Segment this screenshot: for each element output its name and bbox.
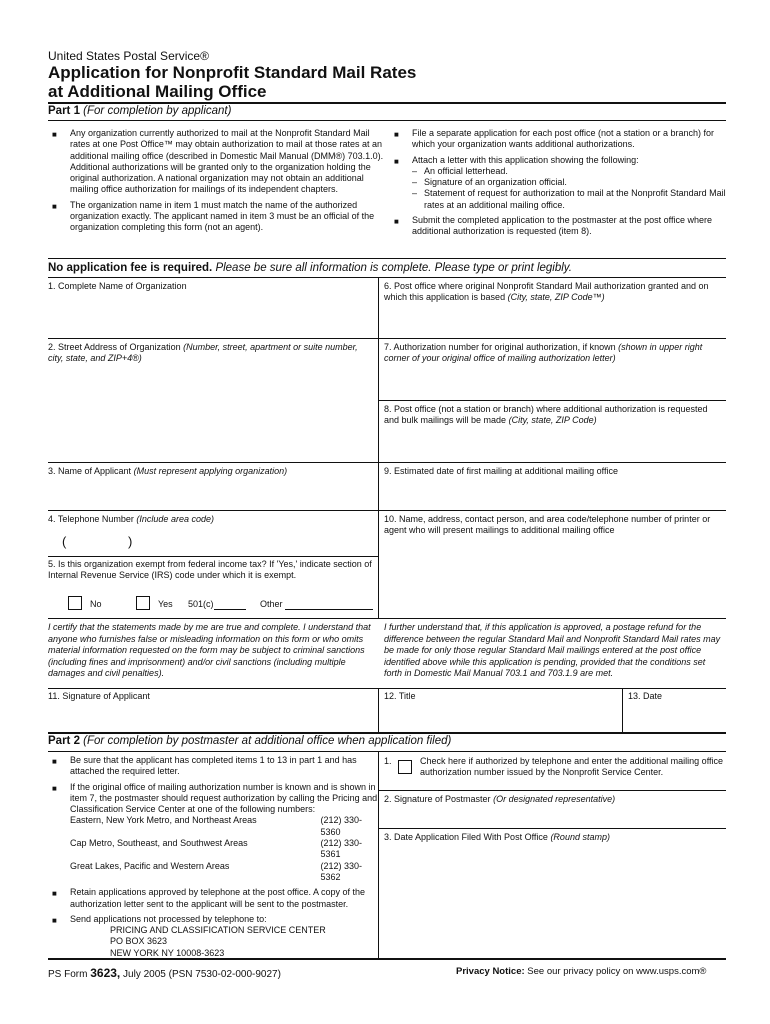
field-8-additional-post-office[interactable]: 8. Post office (not a station or branch) where additional authorization is requested and bulk mailings will be made (City, state, ZIP Code) — [384, 404, 708, 426]
other-blank — [285, 600, 373, 610]
part2-label: Part 2 — [48, 735, 80, 747]
instruction-item: ■ Any organization currently authorized to mail at the Nonprofit Standard Mail rates at one Post Office™ may obtain authorization to mail at those rates at an additional mailing office (described in Domestic Mail Manual (DMM®) 703.1.0). Additional authorizations will be granted only to the organization holding the original authorization. A national organization may not obtain an additional mailing office authorization for mailings of its independent chapters. — [52, 128, 384, 195]
bullet-icon: ■ — [52, 130, 57, 139]
field-3-applicant-name[interactable]: 3. Name of Applicant (Must represent applying organization) — [48, 466, 288, 476]
field-10-printer-agent[interactable]: 10. Name, address, contact person, and area code/telephone number of printer or agent who will present mailings to additional mailing office — [384, 514, 711, 536]
notice-rule-bottom — [48, 277, 726, 278]
bullet-icon: ■ — [52, 201, 57, 211]
phone-row: Eastern, New York Metro, and Northeast Areas (212) 330-5360 — [70, 815, 363, 837]
p2-date-filed[interactable]: 3. Date Application Filed With Post Office (Round stamp) — [384, 832, 610, 842]
column-divider — [378, 688, 379, 732]
bullet-icon: ■ — [52, 915, 57, 925]
rule — [378, 510, 726, 511]
form-title — [48, 63, 416, 101]
instruction-item: ■ The organization name in item 1 must match the name of the authorized organization exactly. The applicant named in item 3 must be an official of the organization completing this form (not an agent). — [52, 199, 375, 233]
part1-rule — [48, 120, 726, 121]
rule — [48, 688, 726, 689]
instruction-item: ■ Send applications not processed by telephone to: PRICING AND CLASSIFICATION SERVICE CENTER PO BOX 3623 NEW YORK NY 10008-3623 — [48, 914, 378, 959]
rule — [48, 338, 378, 339]
field-9-first-mailing-date[interactable]: 9. Estimated date of first mailing at additional mailing office — [384, 466, 618, 476]
field-13-date[interactable]: 13. Date — [628, 691, 663, 701]
section-501c-field[interactable]: 501(c) — [188, 599, 246, 610]
instruction-item: ■ Be sure that the applicant has completed items 1 to 13 in part 1 and has attached the required letter. — [52, 755, 357, 777]
area-code-close-paren: ) — [128, 534, 133, 549]
field-11-signature[interactable]: 11. Signature of Applicant — [48, 691, 150, 701]
agency-name: United States Postal Service® — [48, 49, 209, 63]
column-divider — [378, 752, 379, 958]
fee-notice — [48, 262, 572, 274]
bullet-icon: ■ — [52, 757, 57, 766]
rule — [378, 462, 726, 463]
no-checkbox[interactable] — [68, 596, 82, 610]
part1-label: Part 1 — [48, 105, 80, 117]
privacy-notice: Privacy Notice: See our privacy policy on www.usps.com® — [456, 966, 707, 977]
rule — [378, 790, 726, 791]
no-label: No — [90, 599, 102, 609]
letter-requirement: – Statement of request for authorization to mail at the Nonprofit Standard Mail rates at an additional mailing office. — [412, 188, 726, 211]
field-12-title[interactable]: 12. Title — [384, 691, 416, 701]
bullet-icon: ■ — [394, 156, 399, 166]
bullet-icon: ■ — [52, 783, 57, 793]
bullet-icon: ■ — [394, 217, 399, 227]
field-6-original-post-office[interactable]: 6. Post office where original Nonprofit Standard Mail authorization granted and on which this application is based (City, state, ZIP Code™) — [384, 281, 709, 303]
instruction-item: ■ Attach a letter with this application showing the following: – An official letterhead. – Signature of an organization official. – Statement of request for authorization to mail at the Nonprofit Standard Mail rates at an additional mailing office. — [390, 155, 726, 211]
footer-rule — [48, 958, 726, 960]
part1-sublabel: (For completion by applicant) — [83, 105, 232, 117]
certification-statement: I certify that the statements made by me are true and complete. I understand that anyone who furnishes false or misleading information on this form or who omits material information requested on the form may be subject to criminal sanctions (including fines and imprisonment) and/or civil sanctions (including multiple damages and civil penalties). — [48, 622, 371, 679]
other-field[interactable]: Other — [260, 599, 373, 610]
column-divider — [378, 278, 379, 618]
field-5-tax-exempt: 5. Is this organization exempt from federal income tax? If 'Yes,' indicate section of Internal Revenue Service (IRS) code under which it is exempt. — [48, 559, 372, 581]
section-501c-blank — [214, 600, 246, 610]
part2-instructions — [48, 755, 378, 963]
fee-notice-italic: Please be sure all information is complete. Please type or print legibly. — [215, 262, 572, 274]
field-7-authorization-number[interactable]: 7. Authorization number for original authorization, if known (shown in upper right corner of your original office of mailing authorization letter) — [384, 342, 703, 364]
instruction-item: ■ Submit the completed application to the postmaster at the post office where additional authorization is requested (item 8). — [394, 215, 713, 237]
p2-postmaster-signature[interactable]: 2. Signature of Postmaster (Or designated representative) — [384, 794, 616, 804]
refund-statement: I further understand that, if this application is approved, a postage refund for the difference between the regular Standard Mail and Nonprofit Standard Mail rates may be made for only those regular Standard Mail mailings entered at the post office identified above while this application is pending, provided that the conditions set forth in Domestic Mail Manual 703.1 and 703.1.9 are met. — [384, 622, 721, 679]
field-2-street-address[interactable]: 2. Street Address of Organization (Number, street, apartment or suite number, city, state, and ZIP+4®) — [48, 342, 358, 364]
part2-rule-top — [48, 732, 726, 734]
rule — [378, 828, 726, 829]
letter-requirement: – Signature of an organization official. — [412, 177, 726, 188]
bullet-icon: ■ — [394, 130, 399, 139]
rule — [48, 510, 378, 511]
column-divider — [622, 688, 623, 732]
instruction-item: ■ File a separate application for each post office (not a station or a branch) for which your organization wants additional authorizations. — [394, 128, 715, 150]
yes-checkbox[interactable] — [136, 596, 150, 610]
rule — [378, 400, 726, 401]
part1-heading — [48, 105, 231, 117]
rule — [48, 556, 378, 557]
instruction-item: ■ If the original office of mailing authorization number is known and is shown in item 7, the postmaster should request authorization by calling the Pricing and Classification Service Center at one of the following numbers: Eastern, New York Metro, and Northeast Areas (212) 330-5360 Cap Metro, Southeast, and Southwest Areas (212) 330-5361 Great Lakes, Pacific and Western Areas (212) 330-5362 — [52, 781, 378, 882]
phone-row: Great Lakes, Pacific and Western Areas (212) 330-5362 — [70, 860, 363, 882]
instruction-item: ■ Retain applications approved by telephone at the post office. A copy of the authorization letter sent to the applicant will be sent to the postmaster. — [52, 887, 366, 909]
field-4-telephone[interactable]: 4. Telephone Number (Include area code) — [48, 514, 214, 524]
p2-item-1-text: Check here if authorized by telephone and enter the additional mailing office authorization number issued by the Nonprofit Service Center. — [420, 756, 724, 778]
rule — [378, 338, 726, 339]
yes-label: Yes — [158, 599, 173, 609]
area-code-open-paren: ( — [62, 534, 67, 549]
authorized-by-phone-checkbox[interactable] — [398, 760, 412, 774]
letter-requirement: – An official letterhead. — [412, 166, 726, 177]
mailing-address: PRICING AND CLASSIFICATION SERVICE CENTER PO BOX 3623 NEW YORK NY 10008-3623 — [110, 925, 326, 958]
part2-heading — [48, 735, 451, 747]
rule — [48, 618, 726, 619]
privacy-link[interactable]: See our privacy policy on www.usps.com® — [527, 966, 707, 977]
title-line-1: Application for Nonprofit Standard Mail Rates — [48, 63, 417, 82]
part1-left-instructions — [48, 128, 386, 238]
form-number: PS Form 3623, July 2005 (PSN 7530-02-000-9027) — [48, 966, 281, 980]
p2-item-1-number: 1. — [384, 756, 392, 766]
title-line-2: at Additional Mailing Office — [48, 82, 267, 101]
part1-right-instructions — [390, 128, 726, 242]
rule — [48, 462, 378, 463]
part2-rule — [48, 751, 726, 752]
field-1-organization-name[interactable]: 1. Complete Name of Organization — [48, 281, 187, 291]
phone-row: Cap Metro, Southeast, and Southwest Areas (212) 330-5361 — [70, 838, 363, 860]
fee-notice-bold: No application fee is required. — [48, 262, 213, 274]
notice-rule-top — [48, 258, 726, 259]
part2-sublabel: (For completion by postmaster at additional office when application filed) — [83, 735, 452, 747]
header-rule — [48, 102, 726, 104]
bullet-icon: ■ — [52, 889, 57, 899]
